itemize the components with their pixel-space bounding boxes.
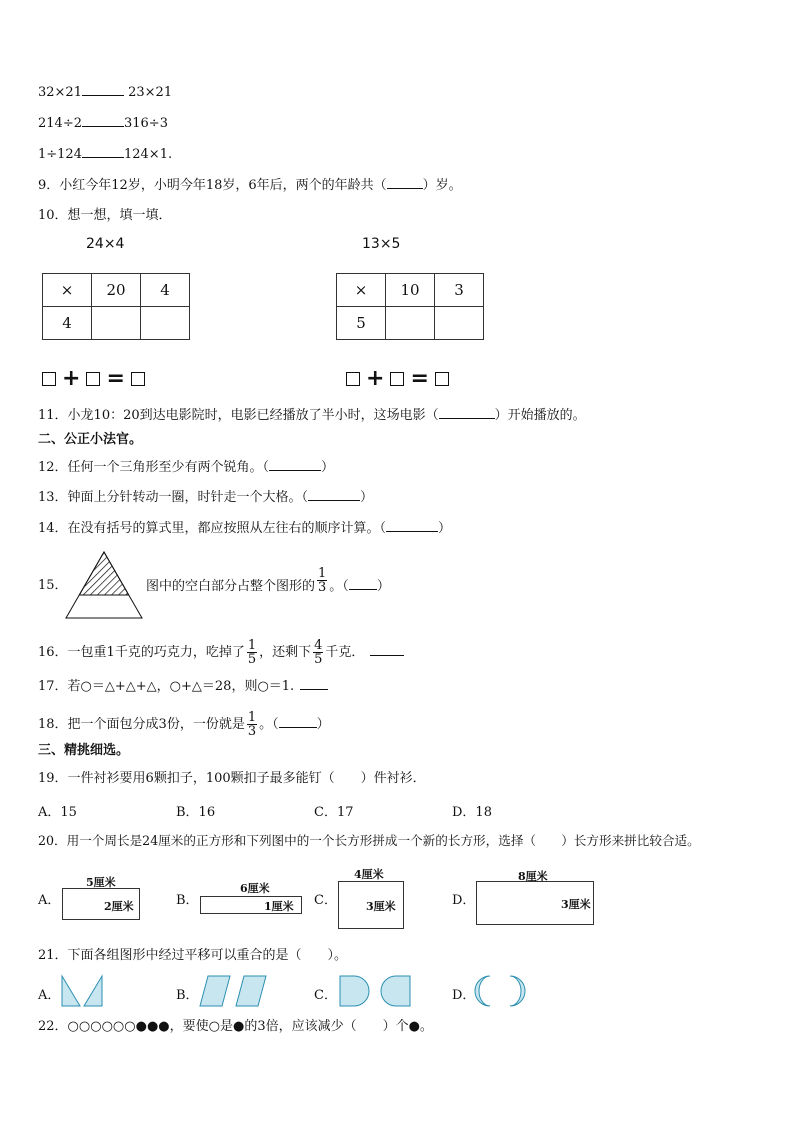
question-18: 18．把一个面包分成3份，一份就是 $\frac{1}{3}$ 。（ ） [38, 710, 330, 739]
answer-box[interactable] [390, 372, 404, 386]
rect-b-side-label: 1厘米 [264, 900, 294, 913]
answer-blank[interactable] [349, 577, 377, 590]
q20-option-d-letter[interactable]: D． [452, 893, 476, 908]
answer-box[interactable] [42, 372, 56, 386]
q21-shape-a-triangles [60, 974, 104, 1008]
q19-option-a[interactable]: A．15 [38, 805, 77, 820]
q19-option-d[interactable]: D．18 [452, 805, 492, 820]
q20-option-a-letter[interactable]: A． [38, 893, 61, 908]
q21-shape-d-crescents [474, 974, 526, 1008]
table-answer-cell[interactable] [92, 307, 141, 340]
answer-blank[interactable] [439, 406, 495, 419]
equation-right [346, 366, 449, 391]
question-20: 20．用一个周长是24厘米的正方形和下列图中的一个长方形拼成一个新的长方形，选择（ ）长方形来拼比较合适。 [38, 833, 700, 848]
section-3-heading: 三、精挑细选。 [38, 743, 130, 758]
answer-box[interactable] [131, 372, 145, 386]
rect-a-top-label: 5厘米 [86, 876, 116, 889]
compare-right: 124×1. [123, 147, 173, 162]
plus-sign: + [62, 366, 81, 391]
compare-right: 316÷3 [123, 116, 168, 131]
rect-c-top-label: 4厘米 [354, 868, 384, 881]
question-17: 17．若○＝△+△+△，○+△＝28，则○＝1. [38, 677, 328, 696]
compare-row-2 [38, 114, 168, 133]
question-9: 9．小红今年12岁，小明今年18岁，6年后，两个的年龄共（ ）岁。 [38, 178, 462, 193]
rect-d-side-label: 3厘米 [561, 898, 591, 911]
fraction: $\frac{4}{5}$ [314, 638, 323, 667]
q20-option-c-letter[interactable]: C． [314, 893, 337, 908]
table-cell: 20 [92, 274, 141, 307]
rect-c-side-label: 3厘米 [366, 900, 396, 913]
q21-option-d-letter[interactable]: D． [452, 988, 476, 1003]
answer-box[interactable] [435, 372, 449, 386]
rect-d-top-label: 8厘米 [518, 870, 548, 883]
question-15-number: 15． [38, 578, 68, 593]
answer-blank[interactable] [82, 114, 124, 127]
answer-blank[interactable] [386, 519, 438, 532]
answer-blank[interactable] [82, 83, 124, 96]
answer-blank[interactable] [279, 715, 317, 728]
answer-blank[interactable] [82, 145, 124, 158]
fraction: $\frac{1}{5}$ [247, 638, 257, 667]
answer-blank[interactable] [269, 458, 321, 471]
table-answer-cell[interactable] [386, 307, 435, 340]
section-2-heading: 二、公正小法官。 [38, 432, 143, 447]
question-10-title: 10．想一想，填一填． [38, 208, 172, 223]
multiplication-table-right [336, 273, 484, 340]
question-13: 13．钟面上分针转动一圈，时针走一个大格。（ ） [38, 490, 374, 505]
question-15-text: 图中的空白部分占整个图形的 $\frac{1}{3}$ 。（ ） [146, 566, 390, 595]
table-cell: × [43, 274, 92, 307]
question-21: 21．下面各组图形中经过平移可以重合的是（ ）。 [38, 948, 348, 963]
question-11: 11．小龙10：20到达电影院时，电影已经播放了半小时，这场电影（ ）开始播放的。 [38, 408, 586, 423]
q21-option-b-letter[interactable]: B． [176, 988, 199, 1003]
table-cell: 4 [43, 307, 92, 340]
q10-left-expr: 24×4 [86, 236, 125, 252]
table-cell: 10 [386, 274, 435, 307]
answer-blank[interactable] [300, 677, 328, 690]
table-cell: 4 [141, 274, 190, 307]
question-22: 22．○○○○○○●●●，要使○是●的3倍，应该减少（ ）个●。 [38, 1019, 433, 1034]
answer-blank[interactable] [370, 643, 404, 656]
q10-right-expr: 13×5 [362, 236, 401, 252]
fraction: $\frac{1}{3}$ [318, 566, 327, 595]
q19-option-c[interactable]: C．17 [314, 805, 354, 820]
question-16: 16．一包重1千克的巧克力，吃掉了 $\frac{1}{5}$ ，还剩下 $\frac{4}{5}$ 千克． [38, 639, 404, 666]
answer-box[interactable] [86, 372, 100, 386]
question-12: 12．任何一个三角形至少有两个锐角。（ ） [38, 460, 335, 475]
compare-left: 1÷124 [38, 147, 82, 162]
table-cell: × [337, 274, 386, 307]
plus-sign: + [366, 366, 385, 391]
compare-left: 32×21 [38, 85, 82, 100]
hatched-triangle-figure [64, 550, 144, 620]
rect-a-side-label: 2厘米 [104, 900, 134, 913]
compare-right: 23×21 [128, 85, 173, 100]
question-14: 14．在没有括号的算式里，都应按照从左往右的顺序计算。（ ） [38, 521, 452, 536]
multiplication-table-left [42, 273, 190, 340]
answer-blank[interactable] [387, 176, 423, 189]
rect-b-top-label: 6厘米 [240, 882, 270, 895]
q19-option-b[interactable]: B．16 [176, 805, 216, 820]
q21-option-c-letter[interactable]: C． [314, 988, 337, 1003]
compare-row-1 [38, 83, 172, 102]
table-cell: 3 [435, 274, 484, 307]
q21-shape-c-d-shapes [338, 974, 414, 1008]
answer-blank[interactable] [308, 488, 360, 501]
fraction: $\frac{1}{3}$ [247, 710, 257, 739]
question-19: 19．一件衬衫要用6颗扣子，100颗扣子最多能钉（ ）件衬衫． [38, 771, 426, 786]
equals-sign: = [410, 366, 429, 391]
answer-box[interactable] [346, 372, 360, 386]
q21-option-a-letter[interactable]: A． [38, 988, 61, 1003]
table-cell: 5 [337, 307, 386, 340]
compare-row-3 [38, 145, 172, 164]
table-answer-cell[interactable] [141, 307, 190, 340]
q21-shape-b-parallelograms [198, 974, 270, 1008]
equals-sign: = [106, 366, 125, 391]
equation-left [42, 366, 145, 391]
compare-left: 214÷2 [38, 116, 82, 131]
table-answer-cell[interactable] [435, 307, 484, 340]
q20-option-b-letter[interactable]: B． [176, 893, 199, 908]
